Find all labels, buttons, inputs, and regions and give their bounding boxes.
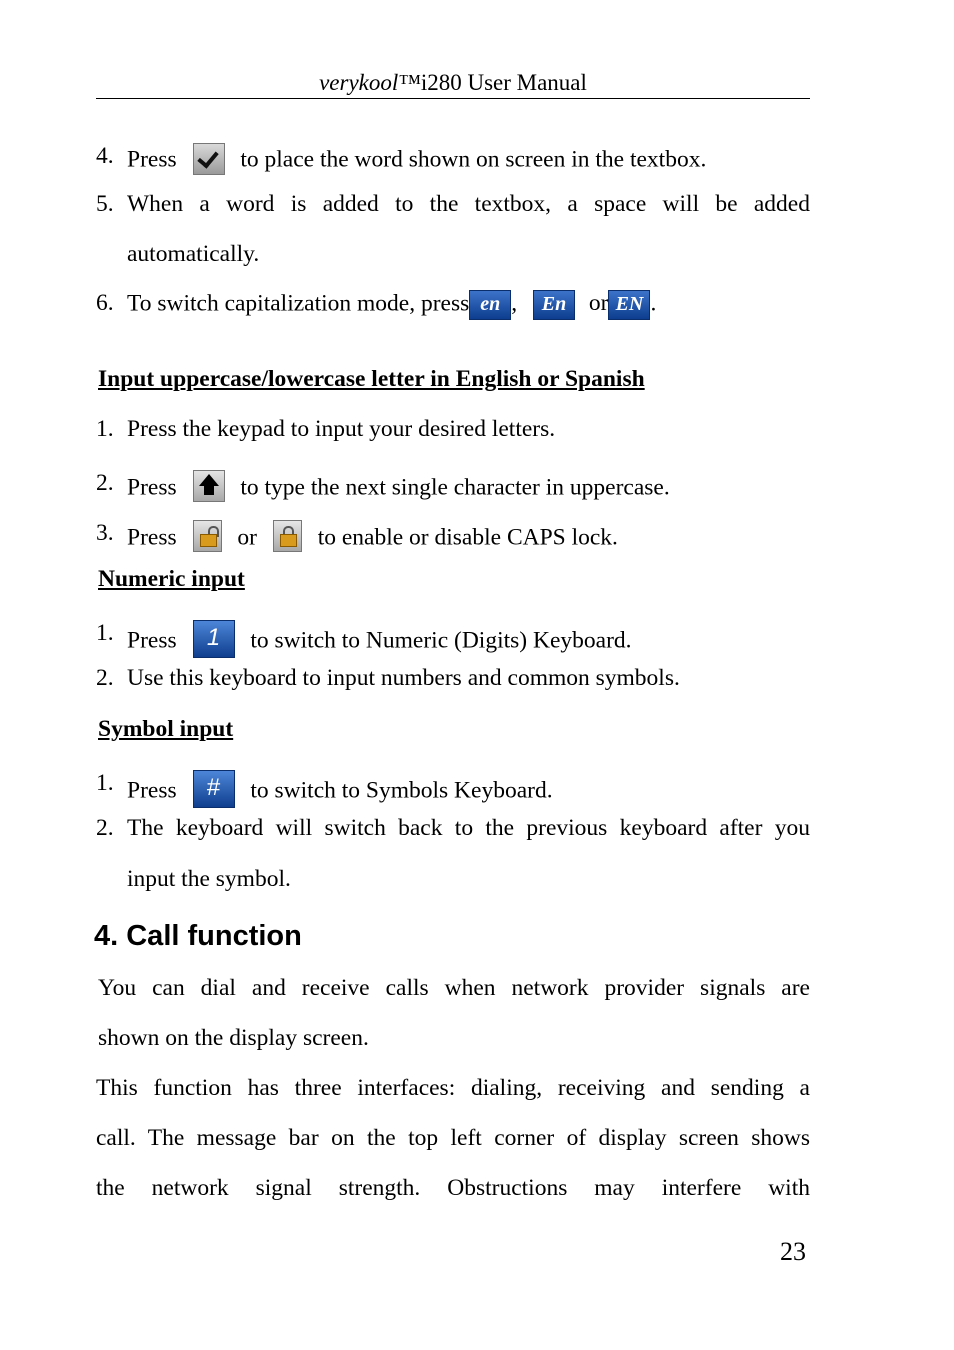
- paragraph-line: [96, 1125, 810, 1152]
- page-header: [96, 68, 810, 99]
- list-number: 2.: [96, 470, 114, 496]
- list-number: 4.: [96, 143, 114, 169]
- lowercase-en-icon: en: [469, 290, 511, 320]
- period: .: [650, 290, 657, 317]
- list-number: 6.: [96, 290, 114, 316]
- list-text: to enable or disable CAPS lock.: [317, 524, 618, 551]
- paragraph-text: the network signal strength. Obstructions may interfere with: [96, 1175, 810, 1201]
- list-number: 1.: [96, 770, 114, 796]
- lock-icon: [273, 520, 302, 552]
- section-heading-symbol: Symbol input: [98, 716, 234, 742]
- comma: ,: [511, 290, 518, 317]
- list-text: to switch to Symbols Keyboard.: [250, 777, 553, 804]
- paragraph-line: shown on the display screen.: [98, 1025, 369, 1051]
- shift-arrow-icon: [193, 470, 225, 502]
- paragraph-line: [98, 975, 810, 1002]
- section-heading-case: Input uppercase/lowercase letter in English or Spanish: [98, 366, 645, 392]
- list-text: Press: [127, 474, 177, 501]
- list-text: Press: [127, 777, 177, 804]
- list-text: The keyboard will switch back to the previous keyboard after you: [127, 815, 810, 841]
- header-brand: verykool™: [319, 70, 421, 95]
- list-text: Press: [127, 146, 177, 173]
- numeric-keyboard-icon: 1: [193, 620, 235, 658]
- list-number: 3.: [96, 520, 114, 546]
- header-title: i280 User Manual: [420, 70, 587, 95]
- paragraph-text: This function has three interfaces: dialing, receiving and sending a: [96, 1075, 810, 1101]
- section-heading-numeric: Numeric input: [98, 566, 245, 592]
- list-text: To switch capitalization mode, press: [127, 290, 470, 317]
- list-text: Press: [127, 524, 177, 551]
- list-text: automatically.: [127, 241, 260, 267]
- list-number: 2.: [96, 665, 114, 691]
- paragraph-line: [96, 1175, 810, 1202]
- list-text: Press the keypad to input your desired letters.: [127, 416, 556, 442]
- section-heading-call-function: 4. Call function: [94, 920, 302, 952]
- list-number: 5.: [96, 191, 114, 217]
- list-number: 1.: [96, 620, 114, 646]
- paragraph-text: You can dial and receive calls when network provider signals are: [98, 975, 810, 1001]
- or-text: or: [588, 290, 609, 317]
- titlecase-en-icon: En: [533, 290, 575, 320]
- list-text: to place the word shown on screen in the textbox.: [240, 146, 707, 173]
- list-text: Use this keyboard to input numbers and common symbols.: [127, 665, 680, 691]
- list-text: input the symbol.: [127, 866, 291, 892]
- symbol-keyboard-icon: #: [193, 770, 235, 808]
- list-number: 2.: [96, 815, 114, 841]
- page-number: 23: [780, 1237, 806, 1266]
- or-text: or: [237, 524, 257, 551]
- list-text: When a word is added to the textbox, a space will be added: [127, 191, 810, 217]
- checkmark-icon: [193, 143, 225, 175]
- paragraph-text: call. The message bar on the top left corner of display screen shows: [96, 1125, 810, 1151]
- list-text: Press: [127, 627, 177, 654]
- list-number: 1.: [96, 416, 114, 442]
- list-text: to switch to Numeric (Digits) Keyboard.: [250, 627, 632, 654]
- unlock-icon: [193, 520, 222, 552]
- paragraph-line: [96, 1075, 810, 1102]
- uppercase-en-icon: EN: [608, 290, 650, 320]
- list-text: to type the next single character in uppercase.: [240, 474, 670, 501]
